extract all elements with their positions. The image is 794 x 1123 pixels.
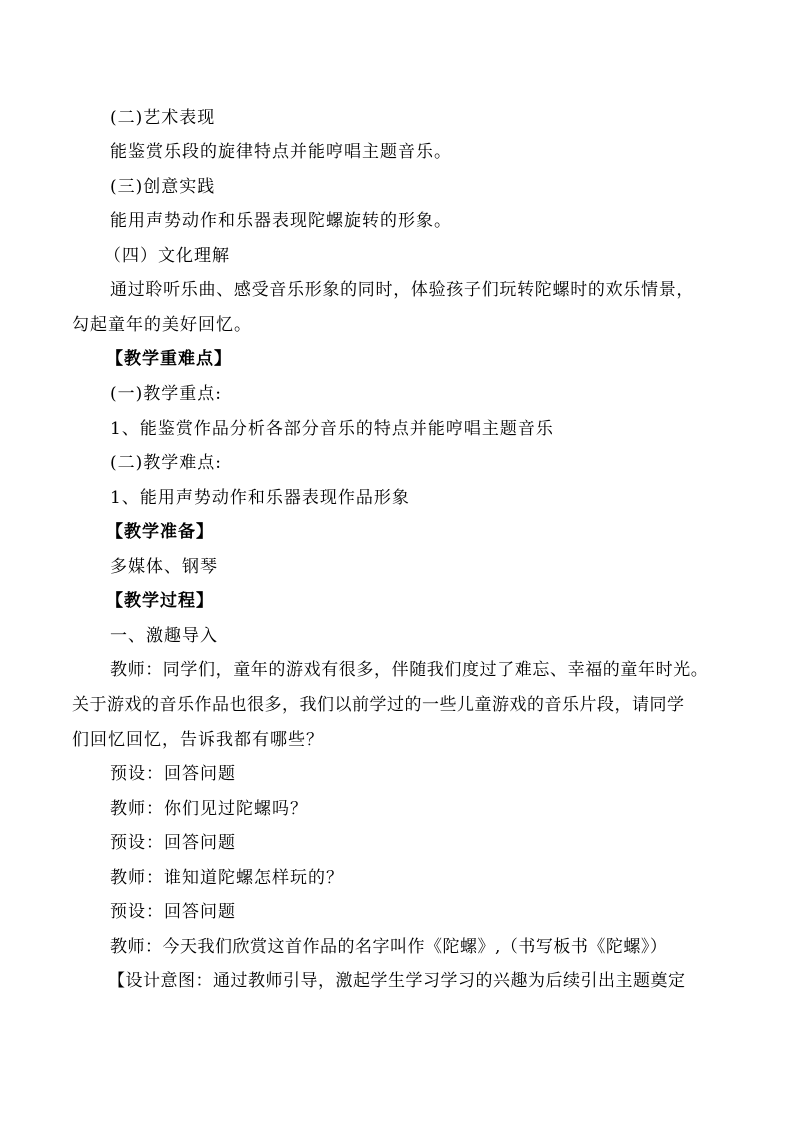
paragraph-text: 多媒体、钢琴 <box>110 557 218 577</box>
paragraph-text: 能鉴赏乐段的旋律特点并能哼唱主题音乐。 <box>110 142 452 162</box>
subheading-key-points: (一)教学重点: <box>110 384 222 404</box>
section-heading-creative-practice: (三)创意实践 <box>110 177 216 197</box>
paragraph-text: 勾起童年的美好回忆。 <box>72 315 252 335</box>
subheading-introduction: 一、激趣导入 <box>110 626 218 646</box>
paragraph-text: 们回忆回忆，告诉我都有哪些？ <box>72 730 324 750</box>
paragraph-text: 教师：你们见过陀螺吗？ <box>110 799 308 819</box>
section-heading-artistic-expression: (二)艺术表现 <box>110 108 216 128</box>
subheading-difficulties: (二)教学难点: <box>110 453 222 473</box>
paragraph-text: 【设计意图：通过教师引导，激起学生学习学习的兴趣为后续引出主题奠定 <box>108 971 686 991</box>
heading-teaching-focus: 【教学重难点】 <box>106 349 232 369</box>
heading-teaching-preparation: 【教学准备】 <box>106 522 214 542</box>
paragraph-text: 1、能用声势动作和乐器表现作品形象 <box>110 488 410 508</box>
paragraph-text: 教师：今天我们欣赏这首作品的名字叫作《陀螺》,（书写板书《陀螺》） <box>110 937 668 957</box>
section-heading-cultural-understanding: （四）文化理解 <box>104 246 230 266</box>
paragraph-text: 预设：回答问题 <box>110 833 236 853</box>
heading-teaching-process: 【教学过程】 <box>106 591 214 611</box>
paragraph-text: 预设：回答问题 <box>110 764 236 784</box>
paragraph-text: 1、能鉴赏作品分析各部分音乐的特点并能哼唱主题音乐 <box>110 419 554 439</box>
paragraph-text: 能用声势动作和乐器表现陀螺旋转的形象。 <box>110 211 452 231</box>
paragraph-text: 教师：同学们，童年的游戏有很多，伴随我们度过了难忘、幸福的童年时光。 <box>110 660 709 680</box>
paragraph-text: 教师：谁知道陀螺怎样玩的？ <box>110 868 344 888</box>
paragraph-text: 关于游戏的音乐作品也很多，我们以前学过的一些儿童游戏的音乐片段，请同学 <box>72 695 685 715</box>
paragraph-text: 预设：回答问题 <box>110 902 236 922</box>
paragraph-text: 通过聆听乐曲、感受音乐形象的同时，体验孩子们玩转陀螺时的欢乐情景， <box>110 280 695 300</box>
